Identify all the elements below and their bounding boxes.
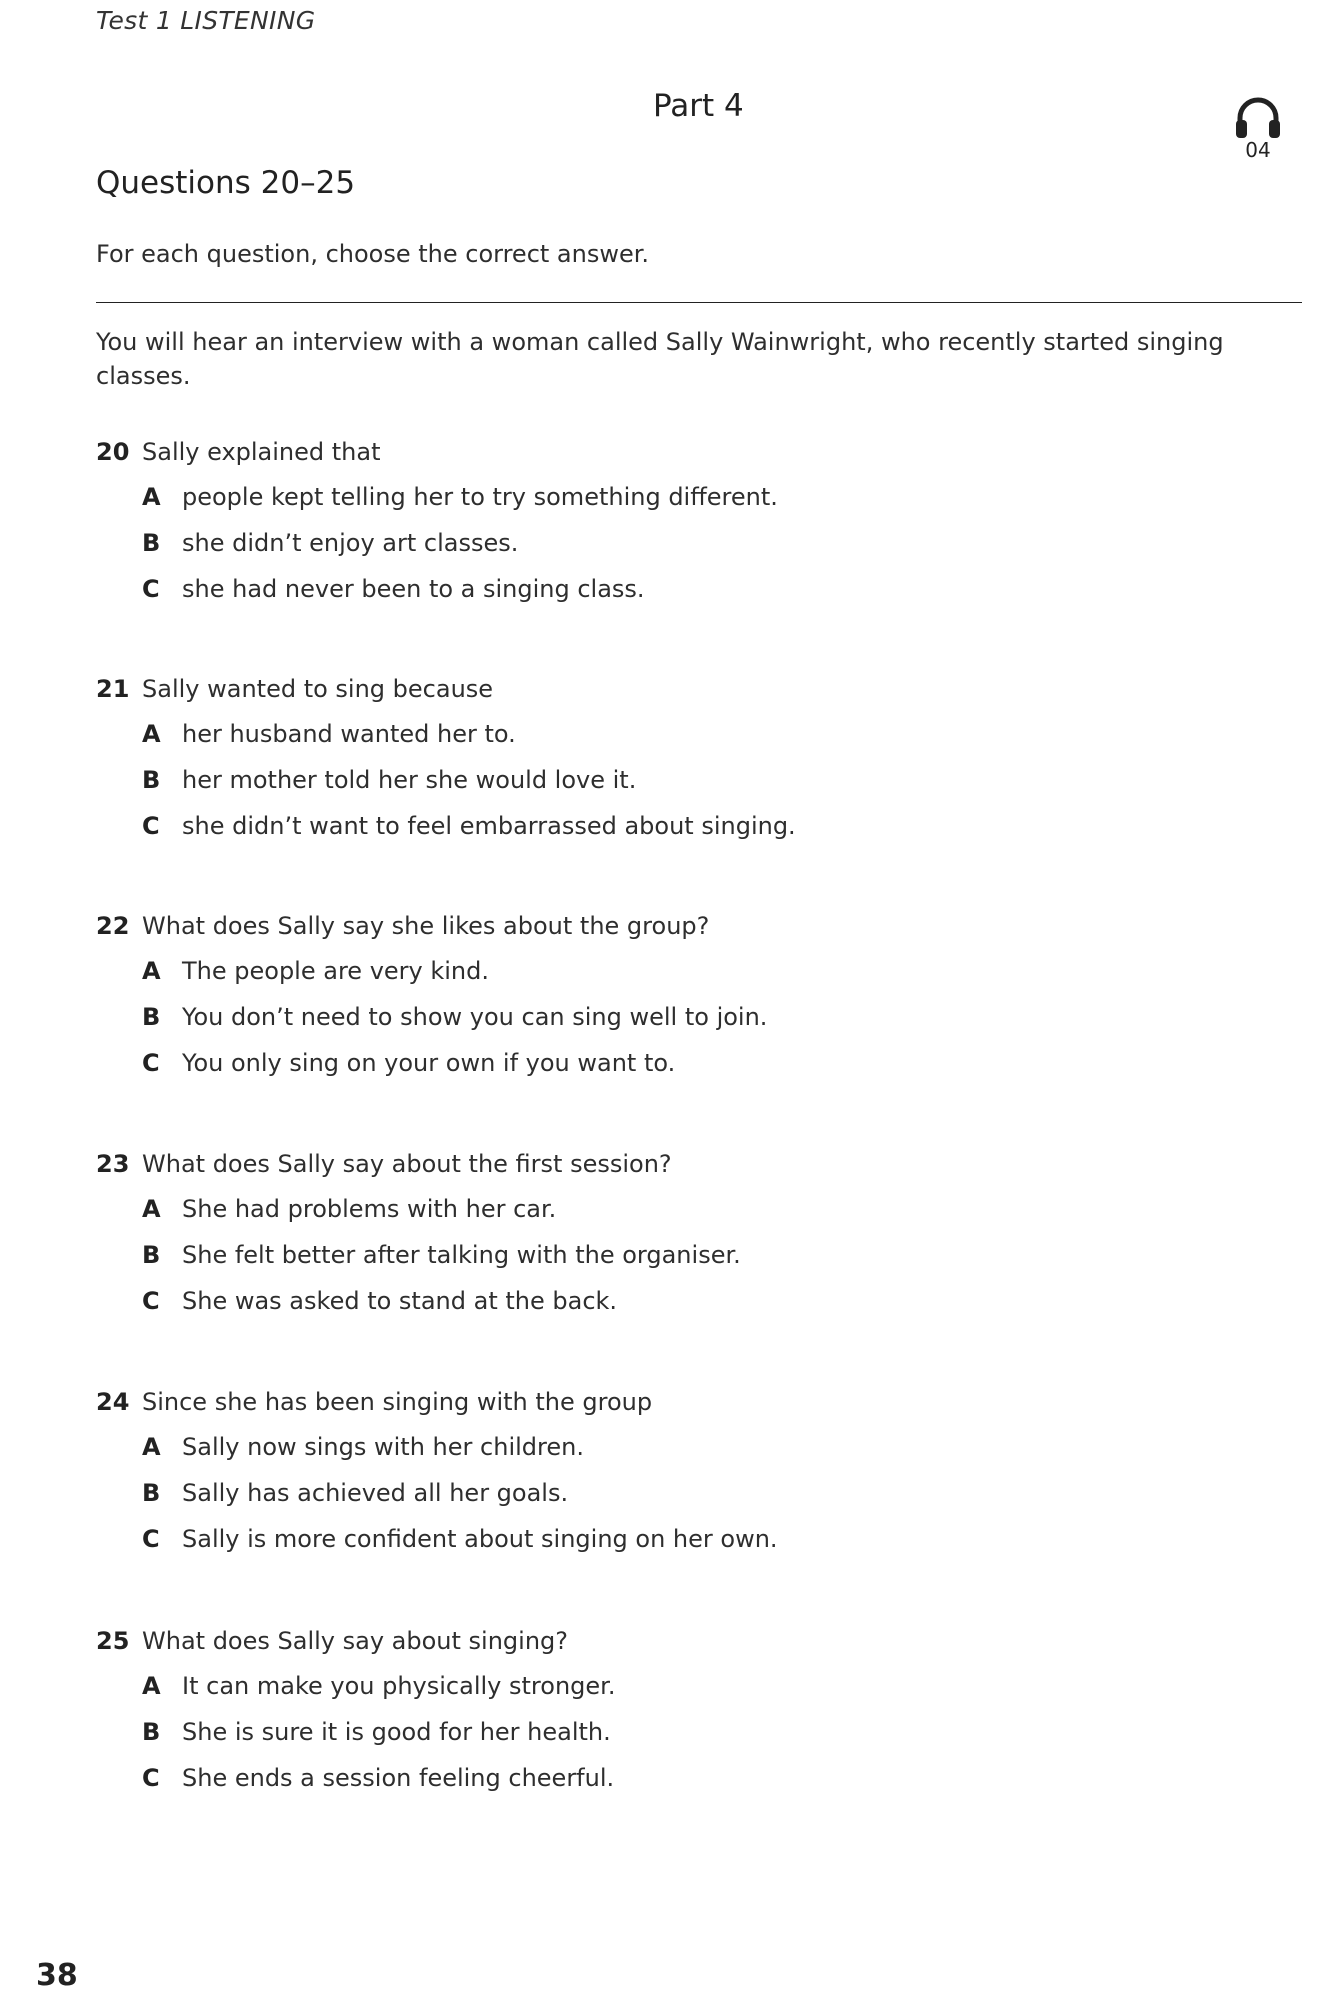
- option-a[interactable]: [96, 948, 1196, 994]
- question-text: What does Sally say she likes about the group?: [142, 912, 710, 940]
- option-letter: B: [142, 1241, 161, 1269]
- questions-heading: Questions 20–25: [96, 165, 356, 201]
- option-text: her husband wanted her to.: [182, 720, 516, 748]
- question-stem: [96, 1619, 1196, 1663]
- question-number: 24: [96, 1388, 130, 1416]
- question-number: 22: [96, 912, 130, 940]
- track-number: 04: [1245, 138, 1271, 162]
- option-text: You don’t need to show you can sing well to join.: [182, 1003, 768, 1031]
- question-number: 21: [96, 675, 130, 703]
- option-letter: A: [142, 720, 161, 748]
- option-text: You only sing on your own if you want to.: [182, 1049, 676, 1077]
- option-letter: C: [142, 1287, 160, 1315]
- option-letter: B: [142, 1479, 161, 1507]
- option-letter: C: [142, 1525, 160, 1553]
- option-letter: B: [142, 529, 161, 557]
- question-21: [96, 667, 1196, 849]
- running-header: Test 1 LISTENING: [96, 6, 316, 35]
- option-b[interactable]: [96, 757, 1196, 803]
- option-a[interactable]: [96, 474, 1196, 520]
- question-22: [96, 904, 1196, 1086]
- intro-text: You will hear an interview with a woman called Sally Wainwright, who recently started singing classes.: [96, 328, 1224, 390]
- answer-options: [96, 1424, 1196, 1562]
- option-text: she didn’t enjoy art classes.: [182, 529, 519, 557]
- answer-options: [96, 948, 1196, 1086]
- option-text: Sally now sings with her children.: [182, 1433, 584, 1461]
- option-text: Sally has achieved all her goals.: [182, 1479, 569, 1507]
- option-letter: C: [142, 812, 160, 840]
- question-number: 20: [96, 438, 130, 466]
- part-title: Part 4: [653, 88, 744, 124]
- option-text: She was asked to stand at the back.: [182, 1287, 618, 1315]
- option-letter: B: [142, 1003, 161, 1031]
- answer-options: [96, 1186, 1196, 1324]
- option-text: people kept telling her to try something different.: [182, 483, 778, 511]
- option-letter: A: [142, 957, 161, 985]
- option-b[interactable]: [96, 1232, 1196, 1278]
- option-b[interactable]: [96, 994, 1196, 1040]
- question-stem: [96, 904, 1196, 948]
- question-stem: [96, 667, 1196, 711]
- option-a[interactable]: [96, 711, 1196, 757]
- headphones-icon: [1233, 94, 1283, 140]
- option-a[interactable]: [96, 1424, 1196, 1470]
- option-c[interactable]: [96, 1040, 1196, 1086]
- question-text: Sally explained that: [142, 438, 381, 466]
- option-text: Sally is more confident about singing on her own.: [182, 1525, 778, 1553]
- answer-options: [96, 711, 1196, 849]
- question-23: [96, 1142, 1196, 1324]
- option-a[interactable]: [96, 1663, 1196, 1709]
- option-c[interactable]: [96, 1278, 1196, 1324]
- option-letter: C: [142, 575, 160, 603]
- question-stem: [96, 1380, 1196, 1424]
- option-letter: A: [142, 483, 161, 511]
- page-number: 38: [36, 1958, 78, 1993]
- option-b[interactable]: [96, 1470, 1196, 1516]
- answer-options: [96, 1663, 1196, 1801]
- option-text: She ends a session feeling cheerful.: [182, 1764, 615, 1792]
- option-b[interactable]: [96, 1709, 1196, 1755]
- audio-track-badge: [1228, 94, 1288, 162]
- question-25: [96, 1619, 1196, 1801]
- option-c[interactable]: [96, 1755, 1196, 1801]
- option-c[interactable]: [96, 803, 1196, 849]
- option-c[interactable]: [96, 566, 1196, 612]
- question-text: What does Sally say about the first session?: [142, 1150, 672, 1178]
- option-text: It can make you physically stronger.: [182, 1672, 616, 1700]
- answer-options: [96, 474, 1196, 612]
- divider-rule: [96, 302, 1302, 303]
- question-text: What does Sally say about singing?: [142, 1627, 568, 1655]
- option-b[interactable]: [96, 520, 1196, 566]
- option-letter: A: [142, 1672, 161, 1700]
- option-c[interactable]: [96, 1516, 1196, 1562]
- option-text: She is sure it is good for her health.: [182, 1718, 611, 1746]
- option-text: She had problems with her car.: [182, 1195, 557, 1223]
- option-text: her mother told her she would love it.: [182, 766, 637, 794]
- option-letter: A: [142, 1433, 161, 1461]
- question-24: [96, 1380, 1196, 1562]
- question-number: 23: [96, 1150, 130, 1178]
- option-letter: C: [142, 1764, 160, 1792]
- instruction-text: For each question, choose the correct answer.: [96, 240, 650, 268]
- option-text: she didn’t want to feel embarrassed about singing.: [182, 812, 796, 840]
- option-a[interactable]: [96, 1186, 1196, 1232]
- option-text: The people are very kind.: [182, 957, 489, 985]
- question-20: [96, 430, 1196, 612]
- option-letter: A: [142, 1195, 161, 1223]
- option-letter: B: [142, 766, 161, 794]
- option-letter: C: [142, 1049, 160, 1077]
- question-text: Since she has been singing with the group: [142, 1388, 653, 1416]
- question-number: 25: [96, 1627, 130, 1655]
- question-text: Sally wanted to sing because: [142, 675, 494, 703]
- question-stem: [96, 430, 1196, 474]
- option-text: she had never been to a singing class.: [182, 575, 645, 603]
- question-stem: [96, 1142, 1196, 1186]
- option-text: She felt better after talking with the organiser.: [182, 1241, 741, 1269]
- option-letter: B: [142, 1718, 161, 1746]
